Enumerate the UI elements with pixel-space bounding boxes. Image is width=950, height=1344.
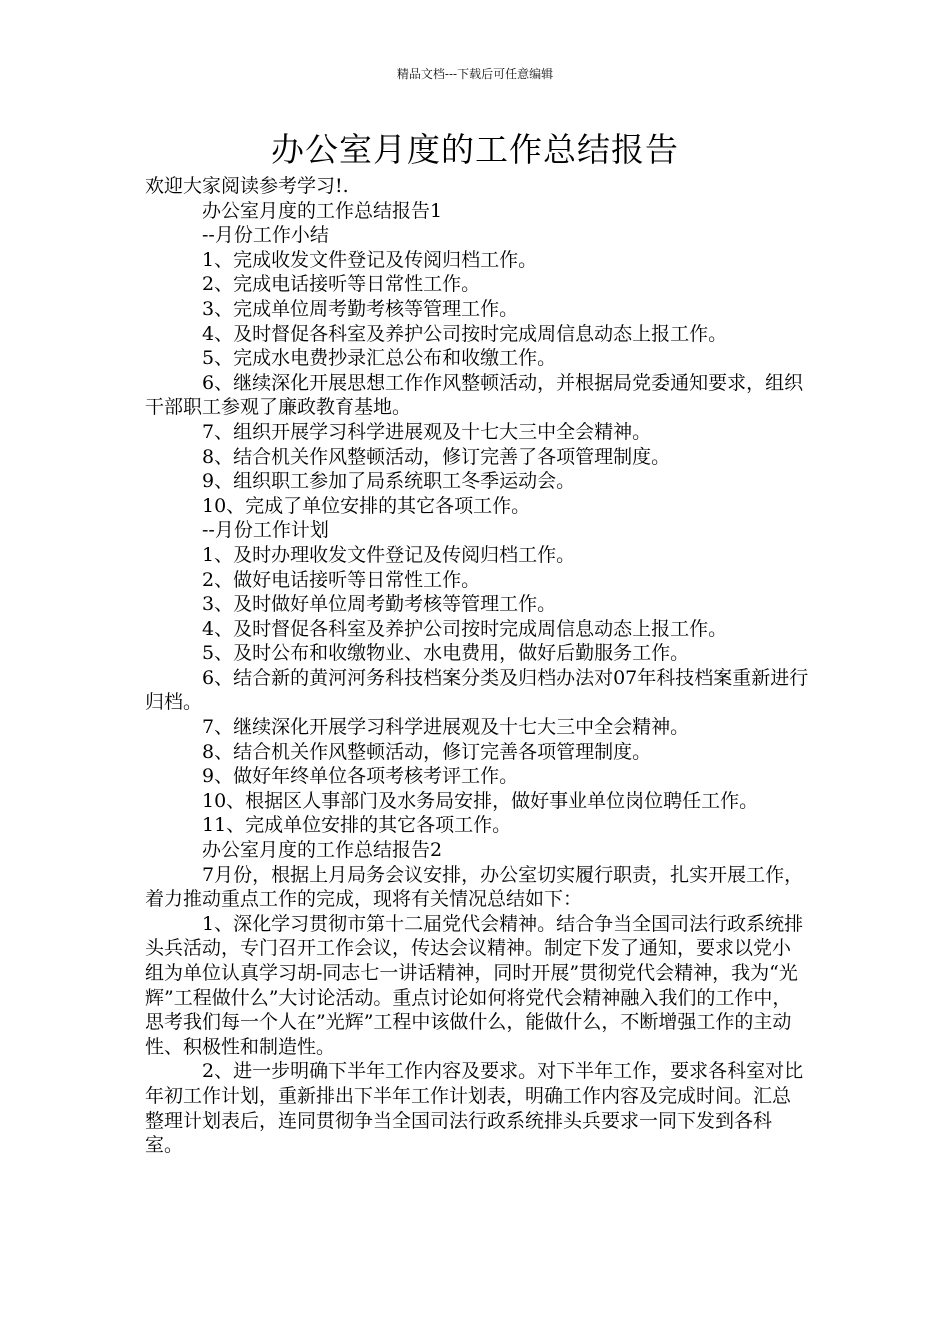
body-paragraph: 9、做好年终单位各项考核考评工作。 — [202, 765, 519, 788]
document-title: 办公室月度的工作总结报告 — [271, 130, 679, 169]
body-paragraph: 3、及时做好单位周考勤考核等管理工作。 — [202, 593, 557, 616]
body-paragraph: 4、及时督促各科室及养护公司按时完成周信息动态上报工作。 — [202, 617, 728, 640]
document-body — [145, 174, 809, 1158]
body-paragraph: 2、做好电话接听等日常性工作。 — [202, 568, 481, 591]
body-paragraph: 7月份，根据上月局务会议安排，办公室切实履行职责，扎实开展工作，着力推动重点工作的完成，现将有关情况总结如下： — [145, 863, 804, 911]
body-paragraph: --月份工作小结 — [202, 224, 329, 247]
body-paragraph: 办公室月度的工作总结报告2 — [202, 839, 443, 862]
body-paragraph: 6、结合新的黄河河务科技档案分类及归档办法对07年科技档案重新进行归档。 — [145, 666, 809, 714]
body-paragraph: 3、完成单位周考勤考核等管理工作。 — [202, 297, 519, 320]
body-paragraph: 4、及时督促各科室及养护公司按时完成周信息动态上报工作。 — [202, 322, 728, 345]
body-paragraph: 5、完成水电费抄录汇总公布和收缴工作。 — [202, 347, 557, 370]
body-paragraph: 9、组织职工参加了局系统职工冬季运动会。 — [202, 470, 576, 493]
body-paragraph: 11、完成单位安排的其它各项工作。 — [202, 814, 512, 837]
body-paragraph: 7、组织开展学习科学进展观及十七大三中全会精神。 — [202, 420, 652, 443]
body-paragraph: 10、根据区人事部门及水务局安排，做好事业单位岗位聘任工作。 — [202, 789, 759, 812]
body-paragraph: 2、完成电话接听等日常性工作。 — [202, 273, 481, 296]
body-paragraph: 1、及时办理收发文件登记及传阅归档工作。 — [202, 543, 576, 566]
body-paragraph: 欢迎大家阅读参考学习!. — [145, 175, 349, 197]
body-paragraph: 6、继续深化开展思想工作作风整顿活动，并根据局党委通知要求，组织干部职工参观了廉政教育基地。 — [145, 371, 804, 419]
body-paragraph: 7、继续深化开展学习科学进展观及十七大三中全会精神。 — [202, 716, 690, 739]
body-paragraph: 办公室月度的工作总结报告1 — [202, 199, 443, 222]
body-paragraph: 8、结合机关作风整顿活动，修订完善各项管理制度。 — [202, 740, 652, 763]
page-header-note: 精品文档---下载后可任意编辑 — [396, 67, 554, 81]
body-paragraph: 10、完成了单位安排的其它各项工作。 — [202, 494, 531, 517]
body-paragraph: 1、完成收发文件登记及传阅归档工作。 — [202, 248, 538, 271]
body-paragraph: --月份工作计划 — [202, 519, 329, 542]
body-paragraph: 8、结合机关作风整顿活动，修订完善了各项管理制度。 — [202, 445, 671, 468]
body-paragraph: 2、进一步明确下半年工作内容及要求。对下半年工作，要求各科室对比年初工作计划，重新排出下半年工作计划表，明确工作内容及完成时间。汇总整理计划表后，连同贯彻争当全国司法行政系统排头兵要求一同下发到各科室。 — [145, 1060, 804, 1157]
body-paragraph: 1、深化学习贯彻市第十二届党代会精神。结合争当全国司法行政系统排头兵活动，专门召开工作会议，传达会议精神。制定下发了通知，要求以党小组为单位认真学习胡-同志七一讲话精神，同时开展”贯彻党代会精神，我为“光辉”工程做什么”大讨论活动。重点讨论如何将党代会精神融入我们的工作中，思考我们每一个人在”光辉”工程中该做什么，能做什么，不断增强工作的主动性、积极性和制造性。 — [145, 912, 804, 1058]
body-paragraph: 5、及时公布和收缴物业、水电费用，做好后勤服务工作。 — [202, 642, 690, 665]
